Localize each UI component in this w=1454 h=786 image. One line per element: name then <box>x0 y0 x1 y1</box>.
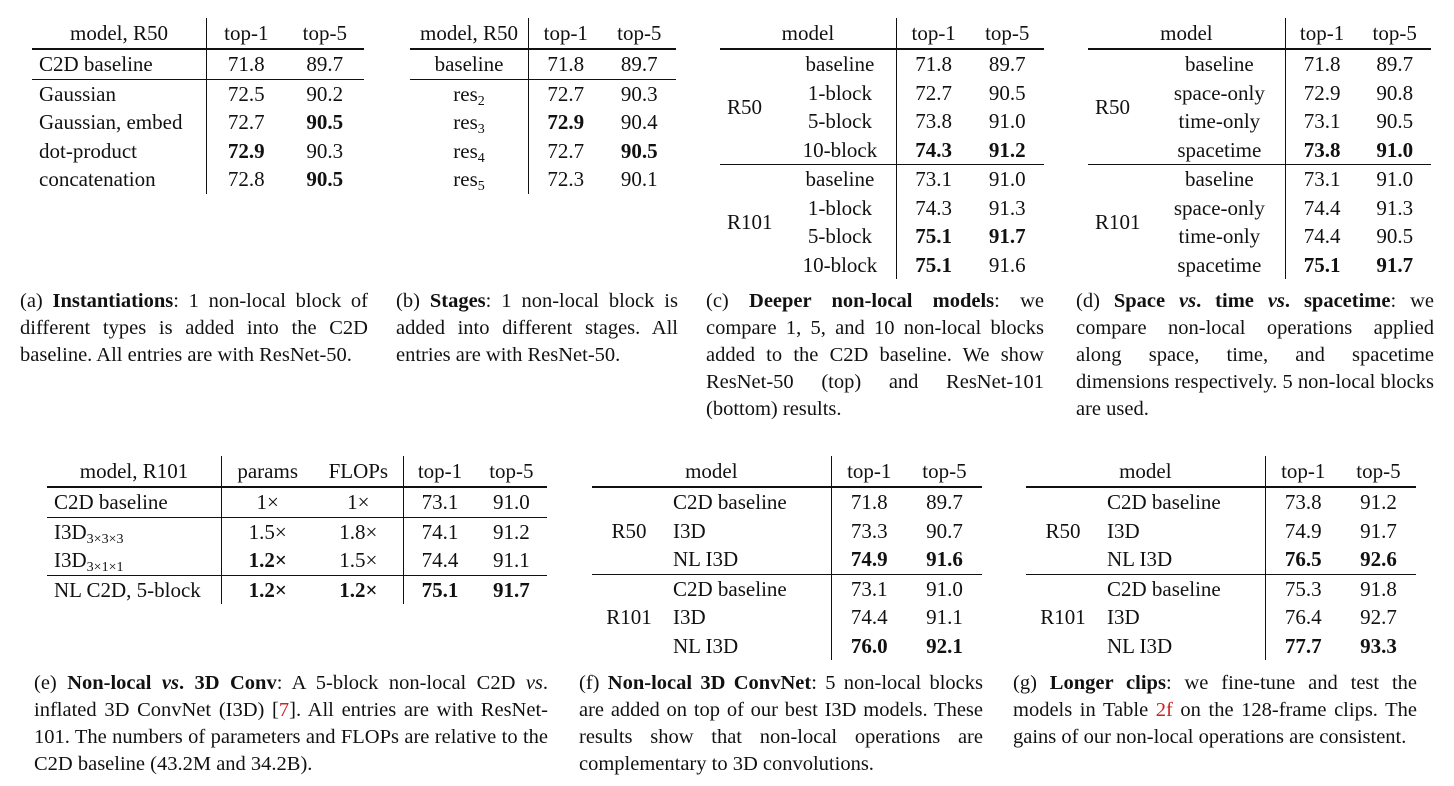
group-label: R101 <box>592 574 666 660</box>
row-label: concatenation <box>32 165 207 194</box>
cell-top1: 74.4 <box>850 605 888 630</box>
caption-b: (b) Stages: 1 non-local block is added into different stages. All entries are with ResNet-50. <box>396 290 678 366</box>
table-row <box>47 487 547 517</box>
citation-link[interactable]: 7 <box>278 699 290 721</box>
table-d-panel <box>1088 18 1431 279</box>
table-a-panel <box>32 18 364 194</box>
table-ref-link[interactable]: 2f <box>1155 699 1173 721</box>
cell-top5: 91.3 <box>1376 195 1414 220</box>
table-d-header-model: model <box>1088 18 1285 49</box>
cell-top5: 91.1 <box>492 548 530 573</box>
table-c-header-model: model <box>720 18 896 49</box>
table-g-header-model: model <box>1026 456 1265 487</box>
table-b <box>410 18 676 194</box>
cell-top5: 91.1 <box>926 605 963 630</box>
table-c-panel <box>720 18 1044 279</box>
row-label: space-only <box>1154 194 1285 223</box>
cell-top5: 91.3 <box>988 195 1026 220</box>
cell-top5: 91.7 <box>988 224 1026 249</box>
row-label: 10-block <box>784 251 896 280</box>
cell-top1: 75.1 <box>915 224 953 249</box>
cell-flops: 1.5× <box>313 546 403 575</box>
table-f-panel <box>592 456 982 660</box>
table-row <box>32 49 364 79</box>
cell-top5: 90.2 <box>286 79 364 108</box>
group-label: R50 <box>611 518 647 543</box>
cell-top1: 74.4 <box>421 548 459 573</box>
cell-top1: 74.4 <box>1303 195 1341 220</box>
cell-top1: 75.1 <box>1303 252 1341 277</box>
table-row <box>410 165 676 194</box>
cell-params: 1× <box>256 490 279 515</box>
group-label: R50 <box>1095 95 1131 119</box>
cell-top1: 71.8 <box>227 52 265 77</box>
cell-top1: 72.7 <box>529 79 603 108</box>
cell-top1: 72.8 <box>227 167 265 192</box>
cell-top1: 74.9 <box>1284 518 1322 543</box>
row-label: NL I3D <box>1100 545 1265 574</box>
cell-top5: 91.0 <box>907 574 982 603</box>
cell-params: 1.2× <box>222 575 314 604</box>
table-a <box>32 18 364 194</box>
cell-top1: 73.1 <box>421 490 459 515</box>
cell-top5: 90.5 <box>988 80 1026 105</box>
cell-top1: 73.1 <box>1285 165 1358 194</box>
row-label: baseline <box>1154 49 1285 79</box>
table-c-header-top1: top-1 <box>911 21 956 45</box>
cell-top5: 89.7 <box>926 490 963 515</box>
cell-top5: 92.7 <box>1360 605 1397 630</box>
row-label: 5-block <box>784 222 896 251</box>
row-label: dot-product <box>32 137 207 166</box>
cell-top5: 91.7 <box>476 575 547 604</box>
table-row <box>32 165 364 194</box>
cell-top1: 77.7 <box>1284 633 1322 658</box>
cell-top5: 89.7 <box>306 52 344 77</box>
cell-params: 1.5× <box>222 517 314 546</box>
table-row <box>32 137 364 166</box>
cell-top1: 76.5 <box>1284 547 1322 572</box>
group-label: R101 <box>1026 574 1100 660</box>
row-label: space-only <box>1154 79 1285 108</box>
cell-top5: 90.5 <box>1376 109 1414 134</box>
table-b-panel <box>410 18 676 194</box>
row-label: I3D <box>1100 517 1265 546</box>
cell-top5: 91.8 <box>1341 574 1416 603</box>
cell-top5: 91.0 <box>970 165 1044 194</box>
table-row <box>1026 574 1416 603</box>
cell-top5: 93.3 <box>1360 633 1397 658</box>
row-label: res$_5$ <box>410 165 529 194</box>
table-e-header-params: params <box>237 459 298 483</box>
caption-e: (e) Non-local vs. 3D Conv: A 5-block non-local C2D vs. inflated 3D ConvNet (I3D) [7]. All entries are with ResNet-101. The numbers of parameters and FLOPs are relative to the C2D baseline (43.2M and 34.2B). <box>34 672 549 775</box>
cell-top1: 74.3 <box>915 137 953 162</box>
cell-top1: 71.8 <box>915 52 953 77</box>
cell-top1: 72.9 <box>227 138 265 163</box>
row-label: 1-block <box>784 194 896 223</box>
cell-top5: 90.3 <box>603 79 676 108</box>
cell-top5: 91.0 <box>1358 165 1431 194</box>
cell-top5: 90.3 <box>306 138 344 163</box>
table-row <box>32 108 364 137</box>
table-e-header-model: model, R101 <box>47 456 222 487</box>
row-label: spacetime <box>1154 251 1285 280</box>
table-b-header-model: model, R50 <box>410 18 529 49</box>
row-label: 1-block <box>784 79 896 108</box>
table-g-panel <box>1026 456 1416 660</box>
cell-top5: 91.2 <box>1360 490 1397 515</box>
table-row <box>47 546 547 575</box>
cell-top1: 73.8 <box>1284 490 1322 515</box>
table-d-header-top5: top-5 <box>1372 21 1417 45</box>
table-f-header-model: model <box>592 456 831 487</box>
cell-top1: 73.8 <box>1303 137 1341 162</box>
cell-top1: 74.3 <box>915 195 953 220</box>
cell-top5: 91.2 <box>988 137 1026 162</box>
cell-flops: 1.8× <box>313 517 403 546</box>
cell-params: 1.2× <box>248 548 287 573</box>
cell-top5: 91.7 <box>1360 518 1397 543</box>
cell-top5: 90.8 <box>1376 80 1414 105</box>
cell-top1: 73.1 <box>831 574 907 603</box>
row-label: I3D <box>666 603 831 632</box>
group-label: R101 <box>720 165 784 280</box>
cell-top5: 90.5 <box>306 110 344 135</box>
group-label: R50 <box>1045 518 1081 543</box>
row-label: C2D baseline <box>666 574 831 603</box>
table-a-header-model: model, R50 <box>32 18 207 49</box>
table-row <box>410 137 676 166</box>
table-row <box>1088 165 1431 194</box>
caption-d: (d) Space vs. time vs. spacetime: we compare non-local operations applied along space, time, and spacetime dimensions respectively. 5 non-local blocks are used. <box>1076 290 1435 420</box>
table-e <box>47 456 547 604</box>
table-f-header-top1: top-1 <box>847 459 892 483</box>
table-row <box>410 108 676 137</box>
row-label: 10-block <box>784 136 896 165</box>
table-a-header-top1: top-1 <box>224 21 269 45</box>
row-label: time-only <box>1154 222 1285 251</box>
row-label: $I3D_{3\times 3\times 3}$ <box>47 517 222 546</box>
cell-top5: 90.5 <box>620 138 658 163</box>
cell-top1: 72.5 <box>207 79 286 108</box>
row-label: baseline <box>784 49 896 79</box>
cell-top5: 90.5 <box>1376 224 1414 249</box>
cell-top5: 89.7 <box>620 52 658 77</box>
cell-top5: 91.6 <box>988 252 1026 277</box>
table-row <box>47 517 547 546</box>
cell-top1: 72.7 <box>547 138 585 163</box>
caption-g: (g) Longer clips: we fine-tune and test the models in Table 2f on the 128-frame clips. The gains of our non-local operations are consistent. <box>1013 672 1418 748</box>
cell-top5: 91.0 <box>1376 137 1414 162</box>
row-label: 5-block <box>784 107 896 136</box>
table-d <box>1088 18 1431 279</box>
cell-top1: 72.7 <box>227 110 265 135</box>
row-label: baseline <box>410 49 529 79</box>
table-row <box>592 574 982 603</box>
table-f-header-top5: top-5 <box>922 459 967 483</box>
cell-top1: 73.1 <box>896 165 970 194</box>
caption-f: (f) Non-local 3D ConvNet: 5 non-local blocks are added on top of our best I3D models. These results show that non-local operations are complementary to 3D convolutions. <box>579 672 984 775</box>
row-label: res$_3$ <box>410 108 529 137</box>
table-e-header-top1: top-1 <box>417 459 463 483</box>
cell-top5: 89.7 <box>988 52 1026 77</box>
cell-top1: 71.8 <box>547 52 585 77</box>
cell-top1: 75.1 <box>404 575 476 604</box>
row-label: res$_4$ <box>410 137 529 166</box>
row-label: C2D baseline <box>1100 487 1265 517</box>
row-label: $I3D_{3\times 1\times 1}$ <box>47 546 222 575</box>
table-c <box>720 18 1044 279</box>
cell-flops: 1× <box>313 487 403 517</box>
row-label: NL C2D, 5-block <box>47 575 222 604</box>
row-label: C2D baseline <box>47 487 222 517</box>
cell-top5: 91.2 <box>476 517 547 546</box>
row-label: NL I3D <box>666 545 831 574</box>
cell-top1: 72.9 <box>547 110 585 135</box>
row-label: res$_2$ <box>410 79 529 108</box>
cell-top5: 92.1 <box>926 633 963 658</box>
cell-top5: 91.0 <box>492 490 530 515</box>
table-a-header-top5: top-5 <box>302 21 347 45</box>
cell-top5: 90.1 <box>620 167 658 192</box>
cell-top1: 72.7 <box>915 80 953 105</box>
cell-top5: 91.7 <box>1376 252 1414 277</box>
table-row <box>410 49 676 79</box>
table-g <box>1026 456 1416 660</box>
cell-top1: 72.3 <box>547 167 585 192</box>
group-label: R101 <box>1088 165 1154 280</box>
cell-top5: 90.4 <box>620 110 658 135</box>
cell-flops: 1.2× <box>313 575 403 604</box>
table-g-header-top5: top-5 <box>1356 459 1401 483</box>
cell-top1: 73.8 <box>915 109 953 134</box>
table-e-panel <box>47 456 547 604</box>
row-label: C2D baseline <box>32 49 207 79</box>
cell-top1: 75.1 <box>915 252 953 277</box>
cell-top5: 90.5 <box>306 167 344 192</box>
table-d-header-top1: top-1 <box>1299 21 1345 45</box>
cell-top1: 73.1 <box>1303 109 1341 134</box>
table-row <box>410 79 676 108</box>
caption-c: (c) Deeper non-local models: we compare 1, 5, and 10 non-local blocks added to the C2D baseline. We show ResNet-50 (top) and ResNet-101 (bottom) results. <box>706 290 1044 420</box>
cell-top1: 72.9 <box>1303 80 1341 105</box>
table-row <box>47 575 547 604</box>
cell-top5: 92.6 <box>1360 547 1397 572</box>
cell-top1: 74.1 <box>404 517 476 546</box>
table-row <box>1026 487 1416 517</box>
caption-a: (a) Instantiations: 1 non-local block of different types is added into the C2D baseline. All entries are with ResNet-50. <box>20 290 369 366</box>
row-label: baseline <box>1154 165 1285 194</box>
table-c-header-top5: top-5 <box>985 21 1030 45</box>
row-label: Gaussian <box>32 79 207 108</box>
table-b-header-top1: top-1 <box>543 21 588 45</box>
cell-top1: 75.3 <box>1265 574 1341 603</box>
cell-top5: 91.0 <box>988 109 1026 134</box>
table-row <box>1088 49 1431 79</box>
row-label: spacetime <box>1154 136 1285 165</box>
table-g-header-top1: top-1 <box>1281 459 1326 483</box>
row-label: baseline <box>784 165 896 194</box>
table-e-header-flops: FLOPs <box>313 456 403 487</box>
row-label: C2D baseline <box>1100 574 1265 603</box>
cell-top1: 74.9 <box>850 547 888 572</box>
cell-top1: 74.4 <box>1303 224 1341 249</box>
cell-top1: 76.0 <box>850 633 888 658</box>
cell-top1: 71.8 <box>850 490 888 515</box>
table-row <box>592 487 982 517</box>
row-label: time-only <box>1154 107 1285 136</box>
row-label: NL I3D <box>666 632 831 661</box>
table-f <box>592 456 982 660</box>
row-label: NL I3D <box>1100 632 1265 661</box>
cell-top5: 91.6 <box>926 547 963 572</box>
table-e-header-top5: top-5 <box>489 459 534 483</box>
cell-top1: 73.3 <box>850 518 888 543</box>
row-label: I3D <box>666 517 831 546</box>
cell-top1: 71.8 <box>1303 52 1341 77</box>
row-label: C2D baseline <box>666 487 831 517</box>
table-row <box>720 165 1044 194</box>
table-b-header-top5: top-5 <box>617 21 662 45</box>
table-row <box>32 79 364 108</box>
table-row <box>720 49 1044 79</box>
cell-top5: 90.7 <box>926 518 963 543</box>
row-label: I3D <box>1100 603 1265 632</box>
cell-top5: 89.7 <box>1376 52 1414 77</box>
row-label: Gaussian, embed <box>32 108 207 137</box>
cell-top1: 76.4 <box>1284 605 1322 630</box>
group-label: R50 <box>727 95 763 119</box>
